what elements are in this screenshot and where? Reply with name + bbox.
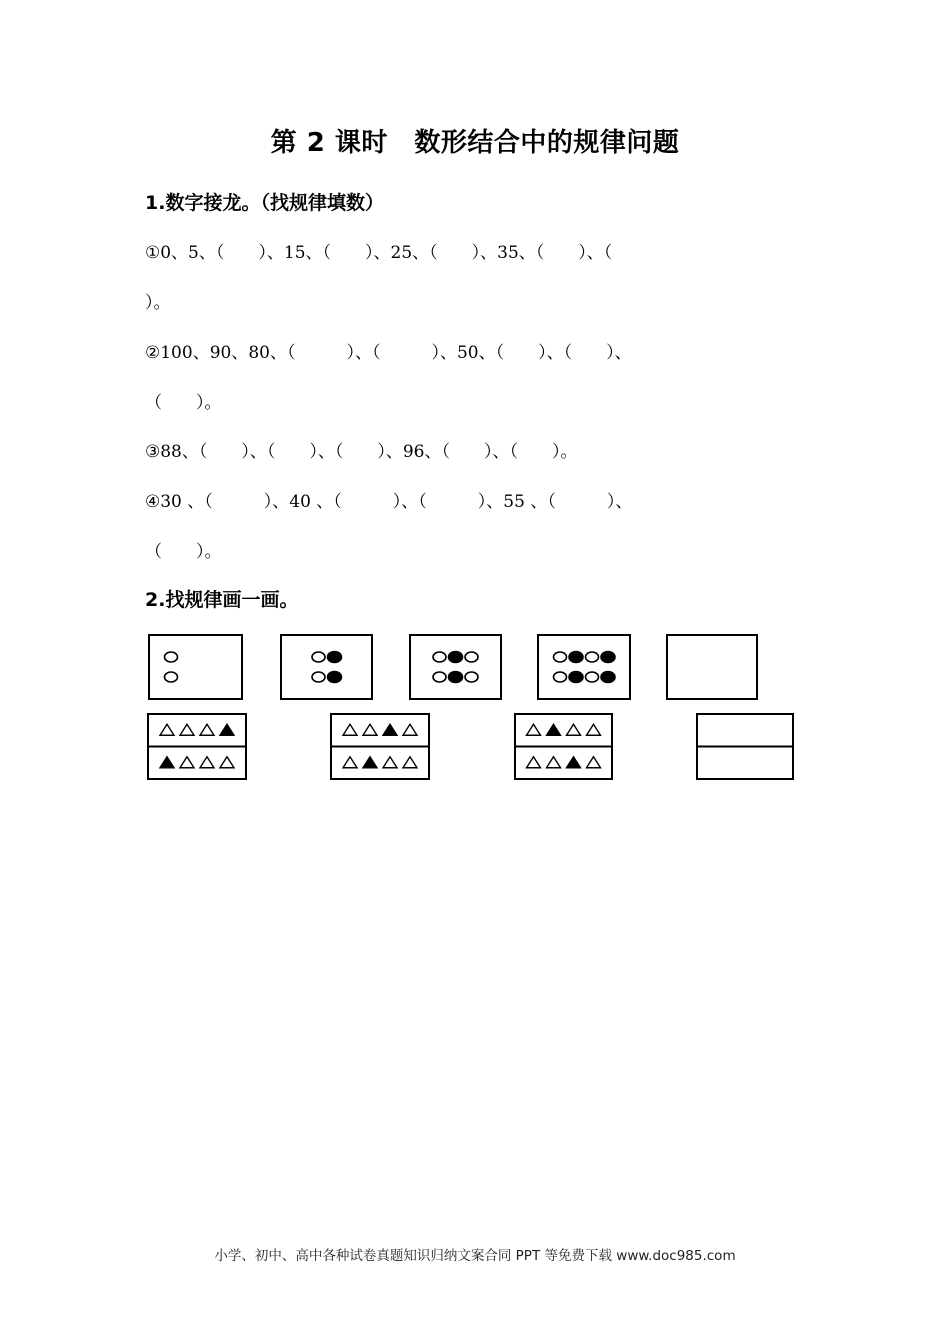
open-circle: [554, 672, 567, 682]
sequence-2-line-2: （ ）。: [145, 393, 222, 413]
sequence-3-line: ③88、（ ）、（ ）、（ ）、96、（ ）、（ ）。: [145, 442, 578, 462]
open-circle: [312, 672, 325, 682]
open-triangle: [547, 757, 561, 768]
section-2-heading: 2.找规律画一画。: [145, 589, 299, 611]
filled-circle: [449, 652, 463, 663]
sequence-4-line-2: （ ）。: [145, 542, 222, 562]
open-circle: [465, 652, 478, 662]
section-1-heading: 1.数字接龙。（找规律填数）: [145, 192, 384, 214]
filled-circle: [328, 652, 342, 663]
footer-note: 小学、初中、高中各种试卷真题知识归纳文案合同 PPT 等免费下载 www.doc985.com: [214, 1248, 736, 1264]
filled-triangle: [220, 724, 234, 735]
filled-circle: [569, 652, 583, 663]
open-circle: [312, 652, 325, 662]
open-circle: [433, 672, 446, 682]
open-circle: [554, 652, 567, 662]
filled-triangle: [547, 724, 561, 735]
open-triangle: [587, 724, 601, 735]
page-title: 第 2 课时 数形结合中的规律问题: [270, 128, 680, 158]
sequence-1-line-1: ①0、5、（ ）、15、（ ）、25、（ ）、35、（ ）、（: [145, 243, 613, 263]
filled-triangle: [363, 757, 377, 768]
filled-circle: [601, 672, 615, 683]
open-triangle: [567, 724, 581, 735]
filled-circle: [328, 672, 342, 683]
open-circle: [465, 672, 478, 682]
open-triangle: [363, 724, 377, 735]
filled-triangle: [383, 724, 397, 735]
open-triangle: [180, 724, 194, 735]
open-circle: [586, 652, 599, 662]
open-triangle: [587, 757, 601, 768]
filled-circle: [569, 672, 583, 683]
open-circle: [165, 652, 178, 662]
open-triangle: [220, 757, 234, 768]
open-triangle: [343, 757, 357, 768]
open-triangle: [343, 724, 357, 735]
circle-pattern-box: [281, 635, 372, 699]
filled-triangle: [567, 757, 581, 768]
open-triangle: [527, 724, 541, 735]
filled-circle: [601, 652, 615, 663]
open-triangle: [403, 757, 417, 768]
sequence-1-line-2: ）。: [145, 293, 171, 313]
open-triangle: [527, 757, 541, 768]
open-circle: [165, 672, 178, 682]
sequence-2-line-1: ②100、90、80、（ ）、（ ）、50、（ ）、（ ）、: [145, 343, 632, 363]
circle-pattern-box: [538, 635, 630, 699]
open-triangle: [200, 724, 214, 735]
circle-pattern-box: [410, 635, 501, 699]
open-triangle: [403, 724, 417, 735]
open-triangle: [160, 724, 174, 735]
open-triangle: [383, 757, 397, 768]
circle-pattern-box: [149, 635, 242, 699]
sequence-4-line-1: ④30 、（ ）、40 、（ ）、（ ）、55 、（ ）、: [145, 492, 633, 512]
open-triangle: [200, 757, 214, 768]
open-triangle: [180, 757, 194, 768]
filled-triangle: [160, 757, 174, 768]
filled-circle: [449, 672, 463, 683]
open-circle: [433, 652, 446, 662]
open-circle: [586, 672, 599, 682]
circle-pattern-box: [667, 635, 757, 699]
